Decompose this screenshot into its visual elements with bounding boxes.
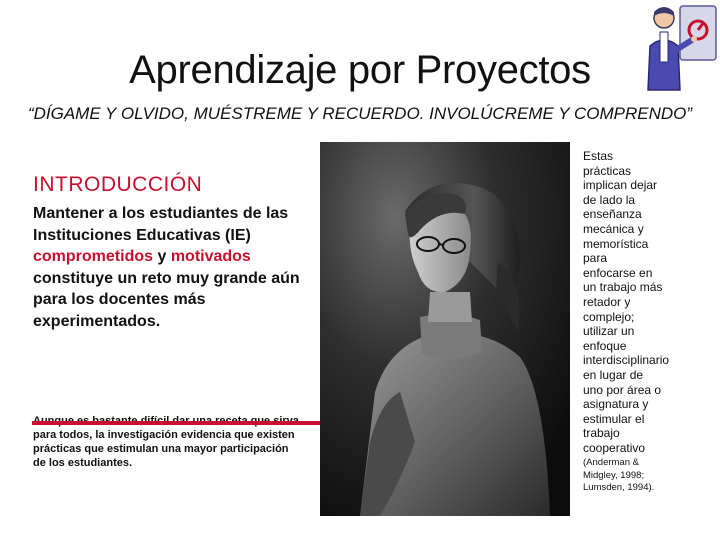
slide-title: Aprendizaje por Proyectos: [129, 48, 591, 92]
red-divider: [32, 421, 322, 425]
intro-note: para todos, la investigación evidencia que existen prácticas que estimulan una mayor participación de los estudiantes.: [33, 429, 295, 469]
intro-text-part: y: [153, 248, 171, 265]
highlight-comprometidos: comprometidos: [33, 248, 154, 265]
slide-quote: “DÍGAME Y OLVIDO, MUÉSTREME Y RECUERDO. INVOLÚCREME Y COMPRENDO”: [27, 104, 693, 123]
intro-text-part: constituye un reto muy grande aún para los docentes más experimentados.: [33, 269, 300, 330]
teacher-logo-icon: [640, 0, 720, 96]
intro-heading: INTRODUCCIÓN: [33, 173, 203, 196]
side-paragraph: Estas prácticas implican dejar de lado la enseñanza mecánica y memorística para enfocarse en un trabajo más retador y complejo; utilizar un enfoque interdisciplinario en lugar de uno por área o asignatura y estimular el trabajo cooperativo: [583, 149, 670, 455]
intro-text-part: Mantener a los estudiantes de las Instituciones Educativas (IE): [33, 205, 289, 244]
student-photo: [320, 142, 570, 516]
side-citation: (Anderman & Midgley, 1998; Lumsden, 1994).: [583, 457, 655, 493]
highlight-motivados: motivados: [170, 248, 251, 265]
intro-paragraph: [33, 203, 308, 332]
